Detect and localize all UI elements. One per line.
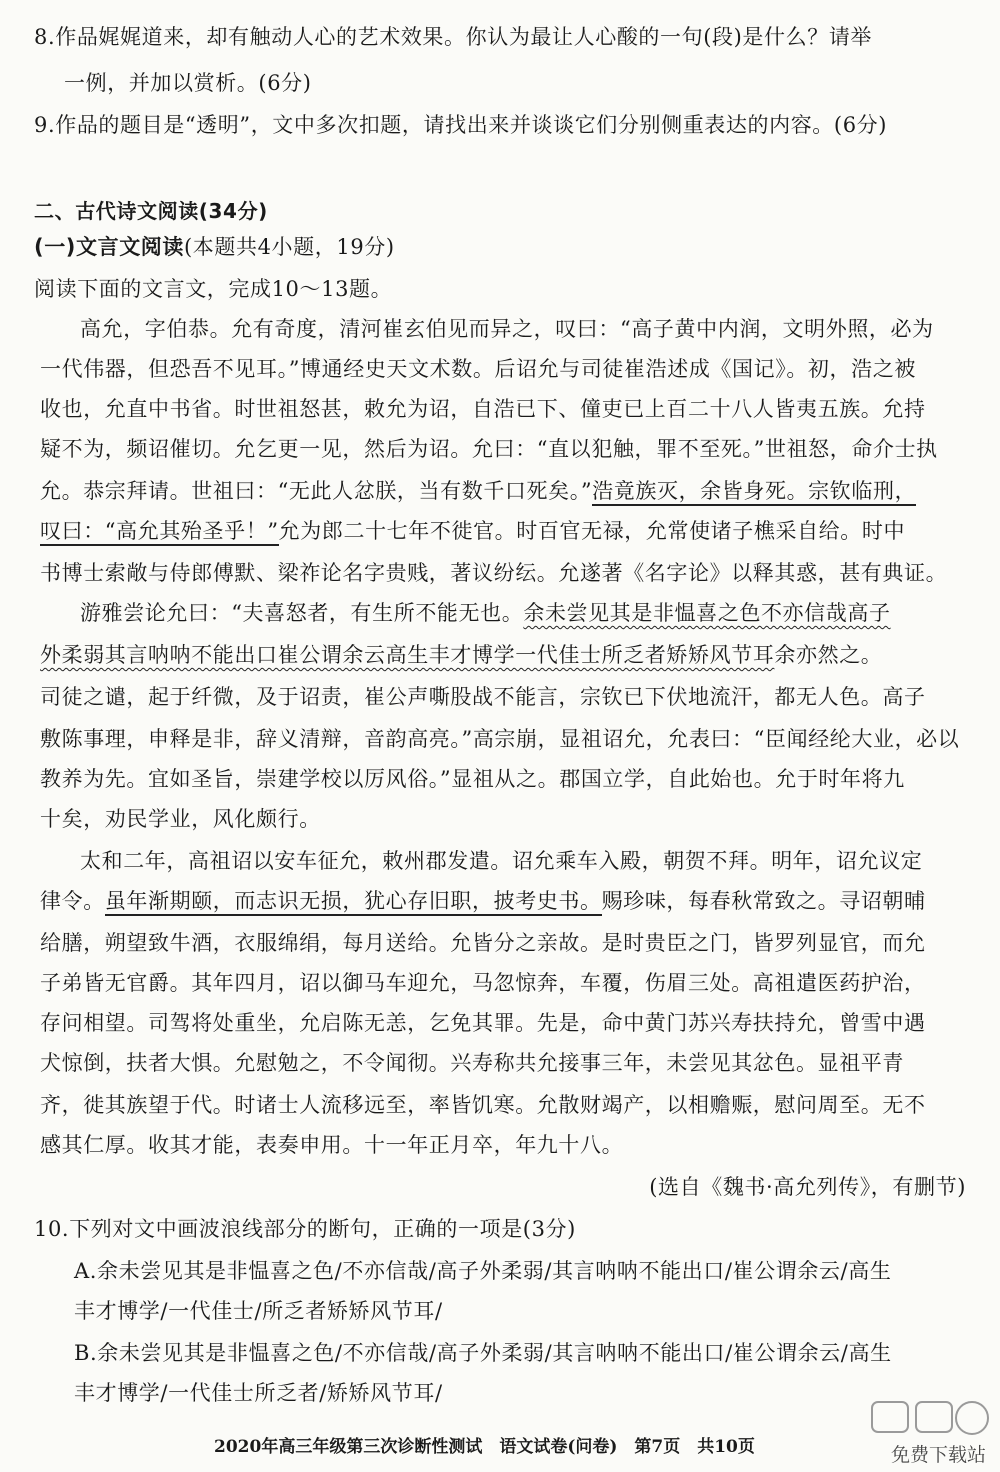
wavy-underline-1: 余未尝见其是非愠喜之色不亦信哉高子 [523,601,891,625]
section-title: 二、古代诗文阅读(34分) [34,199,268,223]
underlined-sentence-1b: 叹曰：“高允其殆圣乎！” [40,519,279,546]
passage-p3-line-2 [40,886,926,916]
passage-p3-line-2c: 赐珍味，每春秋常致之。寻诏朝晡 [601,889,926,913]
passage-p3-line-1: 太和二年，高祖诏以安车征允，敕州郡发遣。诏允乘车入殿，朝贺不拜。明年，诏允议定 [80,849,923,873]
passage-p1-line-4: 疑不为，频诏催切。允乞更一见，然后为诏。允曰：“直以犯触，罪不至死。”世祖怒，命介士执 [40,437,938,461]
passage-p3-line-4: 子弟皆无官爵。其年四月，诏以御马车迎允，马忽惊奔，车覆，伤眉三处。高祖遣医药护治， [40,971,926,995]
passage-p2-line-1a: 游雅尝论允曰：“夫喜怒者，有生所不能无也。 [80,601,524,625]
passage-p2-line-6: 十矣，劝民学业，风化颇行。 [40,807,321,831]
passage-p3-line-6: 犬惊倒，扶者大惧。允慰勉之，不令闻彻。兴寿称共允接事三年，未尝见其忿色。显祖平青 [40,1051,904,1075]
passage-p3-line-7: 齐，徙其族望于代。时诸士人流移远至，率皆饥寒。允散财竭产，以相赡赈，慰问周至。无不 [40,1093,926,1117]
passage-p1-line-6 [40,516,905,546]
subsection-title-bold: (一)文言文阅读 [34,235,184,259]
passage-p2-line-5: 教养为先。宜如圣旨，崇建学校以厉风俗。”显祖从之。郡国立学，自此始也。允于时年将九 [40,767,905,791]
wavy-underline-2: 外柔弱其言呐呐不能出口崔公谓余云高生丰才博学一代佳士所乏者矫矫风节耳 [40,643,775,667]
watermark-text: 免费下载站 [890,1444,986,1466]
passage-p2-line-2 [40,640,882,670]
option-b-line-1: B.余未尝见其是非愠喜之色/不亦信哉/高子外柔弱/其言呐呐不能出口/崔公谓余云/高生 [74,1341,892,1365]
passage-p2-line-4: 敷陈事理，申释是非，辞义清辩，音韵高亮。”高宗崩，显祖诏允，允表曰：“臣闻经纶大业，必以 [40,727,960,751]
underlined-sentence-2: 虽年渐期颐，而志识无损，犹心存旧职，披考史书。 [105,889,602,916]
passage-p1-line-5a: 允。恭宗拜请。世祖曰：“无此人忿朕，当有数千口死矣。” [40,479,593,503]
question-10-stem: 10.下列对文中画波浪线部分的断句，正确的一项是(3分) [34,1217,576,1241]
passage-p1-line-7: 书博士索敞与侍郎傅默、梁祚论名字贵贱，著议纷纭。允遂著《名字论》以释其惑，甚有典证。 [40,561,948,585]
passage-p2-line-2b: 余亦然之。 [774,643,883,667]
subsection-title [34,232,395,262]
option-a-line-1: A.余未尝见其是非愠喜之色/不亦信哉/高子外柔弱/其言呐呐不能出口/崔公谓余云/高生 [74,1259,892,1283]
passage-p1-line-2: 一代伟器，但恐吾不见耳。”博通经史天文术数。后诏允与司徒崔浩述成《国记》。初，浩之被 [40,357,916,381]
passage-p2-line-1 [80,598,891,628]
question-8-line-2: 一例，并加以赏析。(6分) [64,71,312,95]
passage-p1-line-5 [40,476,916,506]
passage-p2-line-3: 司徒之谴，起于纤微，及于诏责，崔公声嘶股战不能言，宗钦已下伏地流汗，都无人色。高子 [40,685,926,709]
page-footer: 2020年高三年级第三次诊断性测试 语文试卷(问卷) 第7页 共10页 [214,1437,755,1457]
option-a-line-2: 丰才博学/一代佳士/所乏者矫矫风节耳/ [74,1299,443,1323]
passage-p3-line-2a: 律令。 [40,889,105,913]
question-9: 9.作品的题目是“透明”，文中多次扣题，请找出来并谈谈它们分别侧重表达的内容。(6分) [34,113,888,137]
instruction: 阅读下面的文言文，完成10～13题。 [34,277,393,301]
passage-p3-line-8: 感其仁厚。收其才能，表奏申用。十一年正月卒，年九十八。 [40,1133,624,1157]
passage-p1-line-1: 高允，字伯恭。允有奇度，清河崔玄伯见而异之，叹曰：“高子黄中内润，文明外照，必为 [80,317,934,341]
passage-p1-line-3: 收也，允直中书省。时世祖怒甚，敕允为诏，自浩已下、僮吏已上百二十八人皆夷五族。允持 [40,397,926,421]
passage-source: (选自《魏书·高允列传》，有删节) [649,1175,966,1199]
passage-p1-line-6b: 允为郎二十七年不徙官。时百官无禄，允常使诸子樵采自给。时中 [278,519,906,543]
passage-p3-line-5: 存问相望。司驾将处重坐，允启陈无恙，乞免其罪。先是，命中黄门苏兴寿扶持允，曾雪中遇 [40,1011,926,1035]
subsection-title-rest: (本题共4小题，19分) [184,235,395,259]
underlined-sentence-1a: 浩竟族灭，余皆身死。宗钦临刑， [592,479,916,506]
passage-p3-line-3: 给膳，朔望致牛酒，衣服绵绢，每月送给。允皆分之亲故。是时贵臣之门，皆罗列显官，而允 [40,931,926,955]
question-8-line-1: 8.作品娓娓道来，却有触动人心的艺术效果。你认为最让人心酸的一句(段)是什么？请举 [34,25,873,49]
option-b-line-2: 丰才博学/一代佳士所乏者/矫矫风节耳/ [74,1381,443,1405]
